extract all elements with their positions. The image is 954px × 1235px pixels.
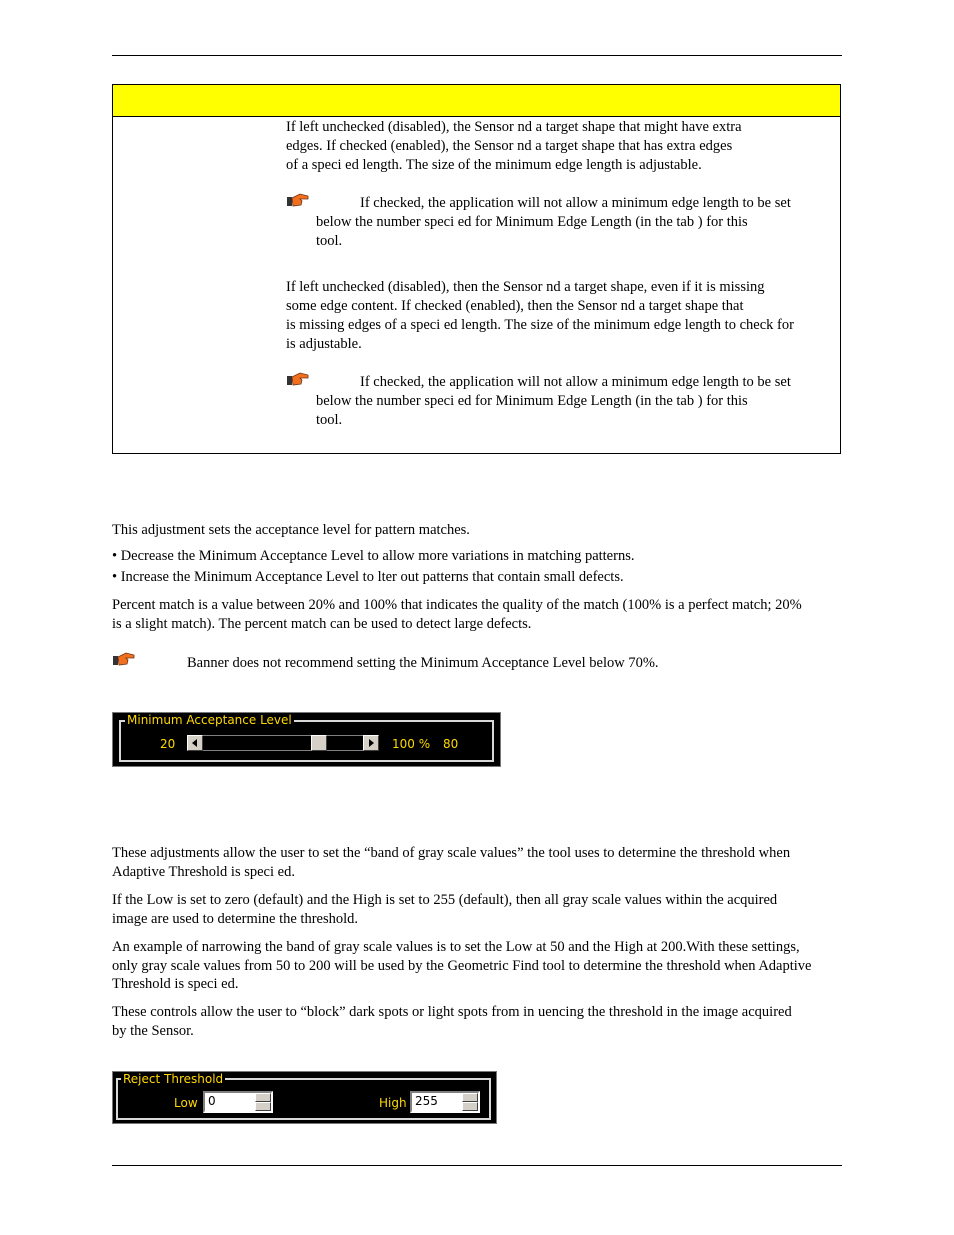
high-spinner[interactable] xyxy=(410,1091,480,1113)
row2-text-line2: some edge content. If checked (enabled), then the Sensor nd a target shape that xyxy=(286,298,744,314)
threshold-p3-line3: Threshold is speci ed. xyxy=(112,976,239,992)
threshold-p3-line2: only gray scale values from 50 to 200 will be used by the Geometric Find tool to determine the threshold when Adaptive xyxy=(112,958,812,974)
pointing-hand-icon xyxy=(112,651,136,667)
threshold-p1-line2: Adaptive Threshold is speci ed. xyxy=(112,864,295,880)
high-value: 255 xyxy=(415,1094,438,1108)
row2-text-line4: is adjustable. xyxy=(286,336,362,352)
low-spin-down-button[interactable] xyxy=(255,1102,271,1111)
row2-note-line1: If checked, the application will not allow a minimum edge length to be set xyxy=(360,374,791,390)
row1-text-line3: of a speci ed length. The size of the minimum edge length is adjustable. xyxy=(286,157,702,173)
reject-threshold-legend: Reject Threshold xyxy=(123,1072,224,1086)
threshold-p1-line1: These adjustments allow the user to set the “band of gray scale values” the tool uses to determine the threshold when xyxy=(112,845,791,861)
slider-min-label: 20 xyxy=(160,737,176,751)
row1-text-line1: If left unchecked (disabled), the Sensor nd a target shape that might have extra xyxy=(286,119,742,135)
low-spinner[interactable] xyxy=(203,1091,273,1113)
slider-thumb[interactable] xyxy=(311,735,327,751)
row1-note-line1: If checked, the application will not allow a minimum edge length to be set xyxy=(360,195,791,211)
row2-note-line2: below the number speci ed for Minimum Edge Length (in the tab ) for this xyxy=(316,393,748,409)
threshold-p4-line1: These controls allow the user to “block” dark spots or light spots from in uencing the threshold in the image acquired xyxy=(112,1004,792,1020)
row2-text-line1: If left unchecked (disabled), then the Sensor nd a target shape, even if it is missing xyxy=(286,279,765,295)
acceptance-intro: This adjustment sets the acceptance level for pattern matches. xyxy=(112,522,470,538)
footer-rule xyxy=(112,1165,842,1166)
table-header-row xyxy=(113,85,840,117)
percent-match-line2: is a slight match). The percent match can be used to detect large defects. xyxy=(112,616,532,632)
pointing-hand-icon xyxy=(286,371,310,387)
row1-note-line2: below the number speci ed for Minimum Edge Length (in the tab ) for this xyxy=(316,214,748,230)
low-label: Low xyxy=(174,1096,198,1110)
slider-right-arrow-button[interactable] xyxy=(363,735,379,751)
pointing-hand-icon xyxy=(286,192,310,208)
slider-current-value: 80 xyxy=(443,737,459,751)
low-value: 0 xyxy=(208,1094,216,1108)
row2-note-line3: tool. xyxy=(316,412,343,428)
row1-text-line2: edges. If checked (enabled), the Sensor nd a target shape that has extra edges xyxy=(286,138,733,154)
arrow-left-icon xyxy=(188,736,202,750)
acceptance-note: Banner does not recommend setting the Minimum Acceptance Level below 70%. xyxy=(187,655,659,671)
high-spin-up-button[interactable] xyxy=(462,1093,478,1102)
row2-text-line3: is missing edges of a speci ed length. The size of the minimum edge length to check for xyxy=(286,317,794,333)
acceptance-bullet-increase: • Increase the Minimum Acceptance Level to lter out patterns that contain small defects. xyxy=(112,569,624,585)
min-acceptance-legend: Minimum Acceptance Level xyxy=(127,713,292,727)
row1-note-line3: tool. xyxy=(316,233,343,249)
percent-match-line1: Percent match is a value between 20% and 100% that indicates the quality of the match (100% is a perfect match; 20% xyxy=(112,597,802,613)
threshold-p4-line2: by the Sensor. xyxy=(112,1023,194,1039)
threshold-p2-line2: image are used to determine the threshold. xyxy=(112,911,359,927)
header-rule xyxy=(112,55,842,56)
slider-max-label: 100 % xyxy=(392,737,431,751)
slider-left-arrow-button[interactable] xyxy=(187,735,203,751)
high-spin-down-button[interactable] xyxy=(462,1102,478,1111)
threshold-p2-line1: If the Low is set to zero (default) and the High is set to 255 (default), then all gray scale values within the acquired xyxy=(112,892,778,908)
acceptance-bullet-decrease: • Decrease the Minimum Acceptance Level to allow more variations in matching patterns. xyxy=(112,548,635,564)
arrow-right-icon xyxy=(364,736,378,750)
slider-track[interactable] xyxy=(203,735,363,751)
min-acceptance-panel xyxy=(112,712,501,767)
threshold-p3-line1: An example of narrowing the band of gray scale values is to set the Low at 50 and the High at 200.With these settings, xyxy=(112,939,800,955)
reject-threshold-panel xyxy=(112,1071,497,1124)
high-label: High xyxy=(379,1096,407,1110)
low-spin-up-button[interactable] xyxy=(255,1093,271,1102)
